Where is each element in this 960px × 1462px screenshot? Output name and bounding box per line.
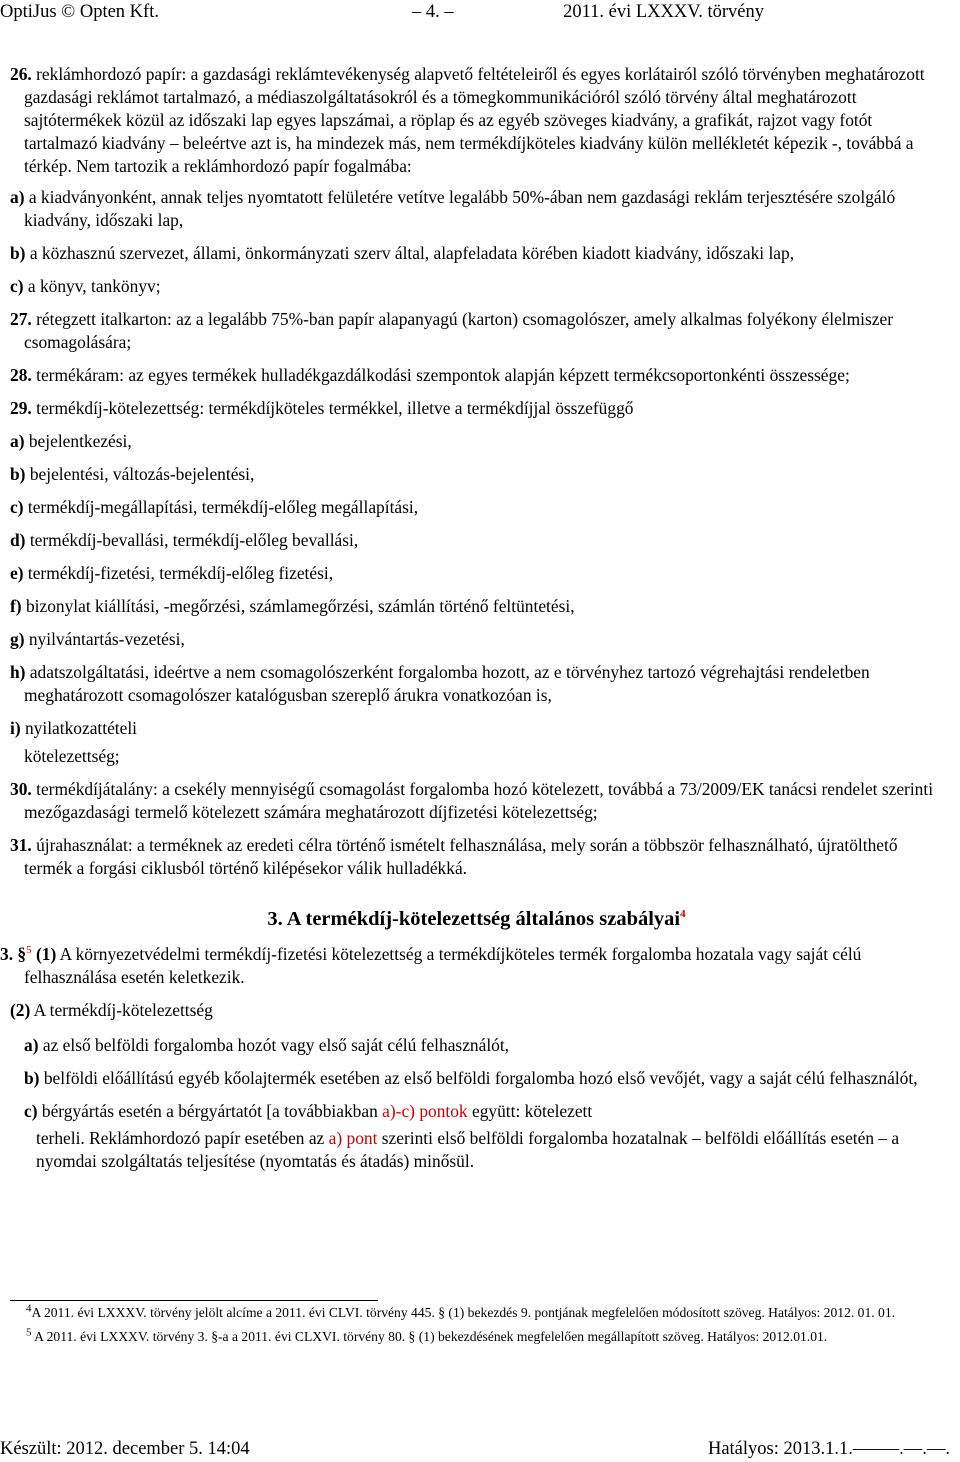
sub-text: termékdíj-fizetési, termékdíj-előleg fizetési, <box>27 563 334 583</box>
item-number: 30. <box>10 779 32 799</box>
sub-text: a közhasznú szervezet, állami, önkormányzati szerv által, alapfeladata körében kiadott kiadvány, időszaki lap, <box>29 243 795 263</box>
sub-label: i) <box>10 718 21 738</box>
item-text: termékdíjátalány: a csekély mennyiségű csomagolást forgalomba hozó kötelezett, továbbá a 73/2009/EK tanácsi rendelet szerinti mezőgazdasági termelő kötelezett számára meghatározott díjfizetési kötelezettség; <box>24 779 934 822</box>
point-label: c) <box>24 1101 38 1121</box>
closing-text-pre: terheli. Reklámhordozó papír esetében az <box>36 1128 325 1148</box>
item-29-b <box>10 463 943 486</box>
point-text: belföldi előállítású egyéb kőolajtermék esetében az első belföldi forgalomba hozó első vevőjét, vagy a saját célú felhasználót, <box>43 1068 918 1088</box>
item-26 <box>10 63 943 178</box>
item-text: rétegzett italkarton: az a legalább 75%-ban papír alapanyagú (karton) csomagolószer, amely alkalmas folyékony élelmiszer csomagolására; <box>24 309 893 352</box>
footnote-number: 5 <box>26 1326 32 1339</box>
footnote-4 <box>0 1303 950 1323</box>
footnote-number: 4 <box>26 1302 32 1315</box>
sub-text: bejelentkezési, <box>28 431 132 451</box>
sub-label: b) <box>10 243 26 263</box>
section-number: 3. <box>0 944 14 964</box>
sub-text: termékdíj-megállapítási, termékdíj-előleg megállapítási, <box>27 497 419 517</box>
sub-text: termékdíj-bevallási, termékdíj-előleg bevallási, <box>29 530 359 550</box>
item-27 <box>10 308 943 354</box>
point-label: b) <box>24 1068 40 1088</box>
item-text: újrahasználat: a terméknek az eredeti célra történő ismételt felhasználása, mely során a többször felhasználható, újratölthető termék a forgási ciklusból történő kilépésekor válik hulladékká. <box>24 835 898 878</box>
sub-text: nyilvántartás-vezetési, <box>28 629 185 649</box>
header-law-title: 2011. évi LXXXV. törvény <box>563 2 764 22</box>
footnote-ref-4[interactable]: 4 <box>680 908 686 921</box>
item-text: termékdíj-kötelezettség: termékdíjköteles termékkel, illetve a termékdíjjal összefüggő <box>36 398 634 418</box>
point-text-post: együtt: kötelezett <box>471 1101 593 1121</box>
page-header <box>0 0 960 26</box>
item-26-b <box>10 242 943 265</box>
footnote-5 <box>0 1327 950 1347</box>
item-text: reklámhordozó papír: a gazdasági reklámtevékenység alapvető feltételeiről és egyes korlátairól szóló törvényben meghatározott gazdasági reklámot tartalmazó, a médiaszolgáltatásokról és a tömegkommunikációról szóló törvény által meghatározott sajtótermékek közül az időszaki lap egyes lapszámai, a röplap és az egyéb szöveges kiadvány, a grafikát, rajzot vagy fotót tartalmazó kiadvány – beleértve azt is, ha mindezek más, nem termékdíjköteles kiadvány külön mellékletét képezik -, továbbá a térkép. Nem tartozik a reklámhordozó papír fogalmába: <box>24 64 925 176</box>
sub-text: a kiadványonként, annak teljes nyomtatott felületére vetítve legalább 50%-ában nem gazdasági reklám terjesztésére szolgáló kiadvány, időszaki lap, <box>24 187 896 230</box>
closing-text-post: szerinti első belföldi forgalomba hozatalnak – belföldi előállítás esetén – a nyomdai szolgáltatás teljesítése (nyomtatás és átadás) minősül. <box>36 1128 900 1171</box>
footer-created: Készült: 2012. december 5. 14:04 <box>0 1439 250 1459</box>
sub-text: a könyv, tankönyv; <box>27 276 161 296</box>
item-number: 31. <box>10 835 32 855</box>
sub-text: nyilatkozattételi <box>24 718 138 738</box>
header-page-number: – 4. – <box>412 2 454 22</box>
item-29-g <box>10 628 943 651</box>
sub-label: a) <box>10 187 25 207</box>
item-29-tail <box>10 745 943 768</box>
section-3-point-c <box>24 1100 943 1123</box>
item-26-a <box>10 186 943 232</box>
item-26-c <box>10 275 943 298</box>
item-29 <box>10 397 943 420</box>
cross-reference-link[interactable]: a) pont <box>328 1128 378 1148</box>
cross-reference-link[interactable]: a)-c) pontok <box>382 1101 468 1121</box>
section-3-paragraph-2 <box>10 999 943 1022</box>
section-3-paragraph-1 <box>0 943 943 989</box>
point-text-pre: bérgyártás esetén a bérgyártatót [a továbbiakban <box>41 1101 378 1121</box>
tail-text: kötelezettség; <box>24 746 120 766</box>
item-29-e <box>10 562 943 585</box>
item-29-d <box>10 529 943 552</box>
section-3-point-a <box>24 1034 943 1057</box>
item-number: 26. <box>10 64 32 84</box>
footnote-ref-5[interactable]: 5 <box>26 944 32 957</box>
sub-label: c) <box>10 497 24 517</box>
point-label: a) <box>24 1035 39 1055</box>
paragraph-text: A környezetvédelmi termékdíj-fizetési kötelezettség a termékdíjköteles termék forgalomba hozatala vagy saját célú felhasználása esetén keletkezik. <box>24 944 862 987</box>
sub-label: g) <box>10 629 25 649</box>
section-3-closing <box>36 1127 943 1173</box>
item-30 <box>10 778 943 824</box>
paragraph-label: (1) <box>35 944 57 964</box>
item-29-i <box>10 717 943 740</box>
footnotes <box>0 1303 950 1347</box>
footer-effective: Hatályos: 2013.1.1.–––––.––.––. <box>707 1439 950 1459</box>
sub-text: bizonylat kiállítási, -megőrzési, számlamegőrzési, számlán történő feltüntetési, <box>25 596 575 616</box>
paragraph-label: (2) <box>10 1000 31 1020</box>
sub-label: f) <box>10 596 22 616</box>
document-body <box>0 63 943 1173</box>
point-text: az első belföldi forgalomba hozót vagy első saját célú felhasználót, <box>42 1035 510 1055</box>
footnote-text: A 2011. évi LXXXV. törvény jelölt alcíme a 2011. évi CLVI. törvény 445. § (1) bekezdés 9. pontjának megfelelően módosított szöveg. Hatályos: 2012. 01. 01. <box>31 1305 896 1320</box>
section-title-text: 3. A termékdíj-kötelezettség általános szabályai <box>267 908 681 930</box>
item-number: 29. <box>10 398 32 418</box>
sub-label: b) <box>10 464 26 484</box>
item-number: 28. <box>10 365 32 385</box>
sub-label: d) <box>10 530 26 550</box>
item-text: termékáram: az egyes termékek hulladékgazdálkodási szempontok alapján képzett termékcsoportonkénti összessége; <box>36 365 850 385</box>
sub-label: a) <box>10 431 25 451</box>
section-3-point-b <box>24 1067 943 1090</box>
paragraph-sign: § <box>17 944 27 964</box>
item-29-f <box>10 595 943 618</box>
sub-label: h) <box>10 662 26 682</box>
paragraph-text: A termékdíj-kötelezettség <box>33 1000 213 1020</box>
sub-label: c) <box>10 276 24 296</box>
item-number: 27. <box>10 309 32 329</box>
sub-label: e) <box>10 563 24 583</box>
item-29-c <box>10 496 943 519</box>
sub-text: bejelentési, változás-bejelentési, <box>29 464 255 484</box>
item-28 <box>10 364 943 387</box>
header-publisher: OptiJus © Opten Kft. <box>0 2 159 22</box>
item-29-a <box>10 430 943 453</box>
item-29-h <box>10 661 943 707</box>
sub-text: adatszolgáltatási, ideértve a nem csomagolószerként forgalomba hozott, az e törvényhez tartozó végrehajtási rendeletben meghatározott csomagolószer katalógusban szereplő árukra vonatkozóan is, <box>24 662 870 705</box>
section-title <box>10 908 943 931</box>
footnote-text: A 2011. évi LXXXV. törvény 3. §-a a 2011. évi CLXVI. törvény 80. § (1) bekezdésének megfelelően megállapított szöveg. Hatályos: 2012.01.01. <box>34 1329 828 1344</box>
footnote-divider <box>10 1300 378 1301</box>
item-31 <box>10 834 943 880</box>
